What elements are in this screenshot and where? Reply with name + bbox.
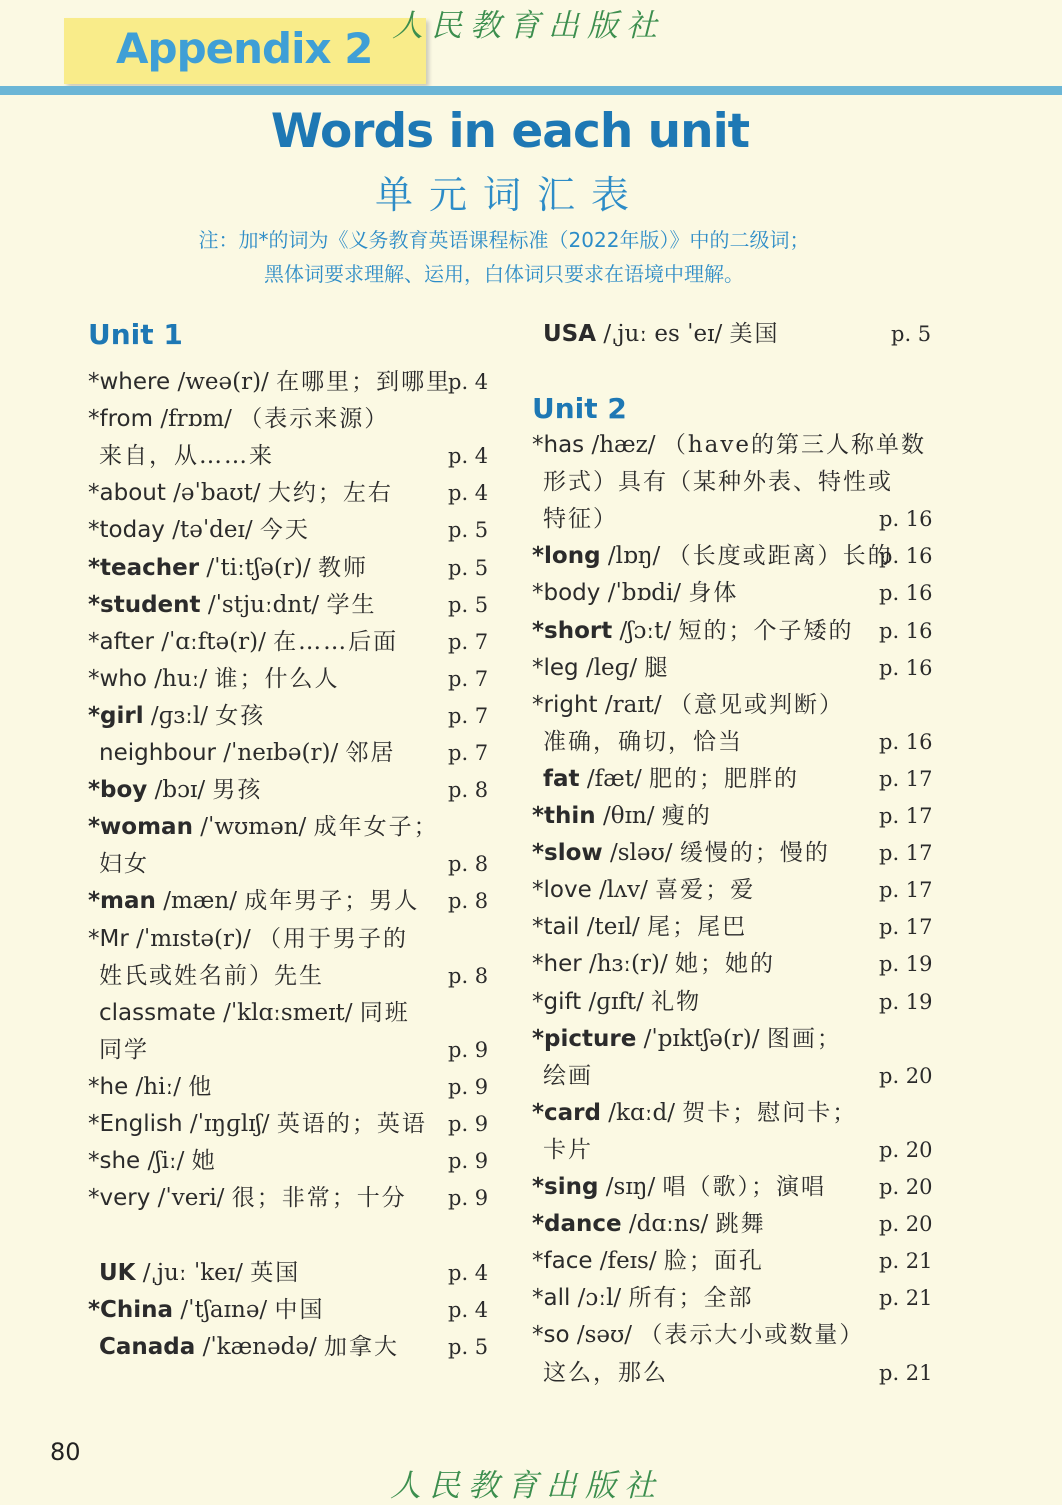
vocab-entry (543, 501, 618, 538)
vocab-word: classmate (99, 1000, 216, 1026)
vocab-meaning: 在……后面 (273, 629, 399, 655)
vocab-entry (532, 1280, 753, 1317)
vocab-entry (543, 724, 743, 761)
vocab-meaning: （表示来源） (239, 406, 390, 432)
vocab-entry (88, 475, 393, 512)
vocab-ipa: /leɡ/ (578, 655, 645, 681)
vocab-meaning: 在哪里；到哪里 (276, 369, 452, 395)
vocab-meaning: 教师 (317, 555, 368, 581)
vocab-meaning: 唱（歌）；演唱 (662, 1174, 827, 1200)
vocab-ipa: /ˈpɪktʃə(r)/ (636, 1026, 767, 1052)
vocab-ipa: /hiː/ (128, 1074, 189, 1100)
vocab-ipa: /ɔːl/ (570, 1285, 629, 1311)
vocab-meaning: 邻居 (345, 740, 396, 766)
page-subtitle: 单元词汇表 (374, 173, 645, 217)
vocab-word: USA (543, 321, 597, 347)
vocab-word: *tail (532, 914, 580, 940)
vocab-word: *Mr (88, 926, 129, 952)
vocab-meaning: 她 (191, 1148, 217, 1174)
vocab-ipa: /əˈbaʊt/ (165, 480, 268, 506)
page-reference: p. 20 (879, 1212, 933, 1236)
page-reference: p. 9 (448, 1112, 489, 1136)
vocab-meaning: （意见或判断） (668, 692, 844, 718)
page-reference: p. 16 (879, 619, 933, 643)
vocab-word: *who (88, 666, 147, 692)
vocab-word: *short (532, 618, 613, 644)
vocab-ipa: /ˈtiːtʃə(r)/ (199, 555, 318, 581)
appendix-label: Appendix 2 (116, 24, 373, 73)
vocab-meaning: （表示大小或数量） (639, 1322, 865, 1348)
vocab-entry (532, 1317, 864, 1354)
page-reference: p. 21 (879, 1286, 933, 1310)
vocab-ipa: /sləʊ/ (602, 840, 680, 866)
vocab-meaning: 英语的；英语 (276, 1111, 427, 1137)
page-reference: p. 21 (879, 1249, 933, 1273)
vocab-word: *China (88, 1297, 174, 1323)
vocab-entry (543, 464, 893, 501)
proper-noun-entry (88, 1292, 325, 1329)
vocab-ipa: /ˈmɪstə(r)/ (128, 926, 259, 952)
vocab-meaning: 很；非常；十分 (231, 1185, 407, 1211)
vocab-meaning: 姓氏或姓名前）先生 (99, 963, 324, 989)
vocab-word: *teacher (88, 555, 200, 581)
vocab-entry (543, 1355, 668, 1392)
vocab-word: *man (88, 888, 156, 914)
vocab-word: *she (88, 1148, 141, 1174)
vocab-meaning: 这么，那么 (543, 1360, 668, 1386)
vocab-ipa: /ˈneɪbə(r)/ (216, 740, 346, 766)
vocab-meaning: 脸；面孔 (663, 1248, 764, 1274)
page-reference: p. 9 (448, 1149, 489, 1173)
vocab-entry (88, 698, 265, 735)
vocab-ipa: /ˈɪŋɡlɪʃ/ (182, 1111, 277, 1137)
vocab-entry (532, 1021, 842, 1058)
vocab-entry (532, 650, 669, 687)
vocab-ipa: /təˈdeɪ/ (164, 517, 260, 543)
page-reference: p. 7 (448, 704, 489, 728)
page-reference: p. 8 (448, 852, 489, 876)
page-reference: p. 4 (448, 481, 489, 505)
vocab-entry (99, 958, 324, 995)
page-reference: p. 9 (448, 1075, 489, 1099)
vocab-word: *her (532, 951, 582, 977)
vocab-meaning: 成年男子；男人 (244, 888, 420, 914)
vocab-ipa: /weə(r)/ (170, 369, 277, 395)
vocab-meaning: 成年女子； (313, 814, 439, 840)
vocab-meaning: 图画； (766, 1026, 842, 1052)
vocab-entry (532, 984, 701, 1021)
vocab-ipa: /ˌjuː ˈkeɪ/ (135, 1260, 251, 1286)
vocab-entry (88, 1180, 407, 1217)
vocab-word: *leg (532, 655, 579, 681)
vocab-entry (88, 1143, 217, 1180)
vocab-ipa: /huː/ (146, 666, 215, 692)
vocab-meaning: 他 (188, 1074, 214, 1100)
vocab-entry (88, 661, 339, 698)
vocab-word: *thin (532, 803, 596, 829)
vocab-entry (88, 809, 439, 846)
page-reference: p. 16 (879, 581, 933, 605)
vocab-ipa: /teɪl/ (579, 914, 648, 940)
vocab-entry (532, 427, 926, 464)
vocab-meaning: 腿 (644, 655, 670, 681)
vocab-ipa: /θɪn/ (595, 803, 662, 829)
publisher-footer: 人民教育出版社 (390, 1468, 663, 1504)
vocab-entry (99, 735, 396, 772)
vocab-ipa: /ˌjuː es ˈeɪ/ (596, 321, 730, 347)
page-reference: p. 9 (448, 1186, 489, 1210)
vocab-ipa: /ˈbɒdi/ (600, 580, 689, 606)
vocab-word: Canada (99, 1334, 196, 1360)
page-reference: p. 5 (448, 593, 489, 617)
page-reference: p. 8 (448, 889, 489, 913)
page-reference: p. 5 (448, 1335, 489, 1359)
vocab-ipa: /ˈwʊmən/ (192, 814, 314, 840)
vocab-entry (532, 798, 712, 835)
vocab-meaning: 大约；左右 (267, 480, 393, 506)
vocab-word: *slow (532, 840, 603, 866)
vocab-word: *love (532, 877, 592, 903)
vocab-word: *so (532, 1322, 570, 1348)
vocab-entry (88, 512, 310, 549)
vocab-meaning: 瘦的 (661, 803, 712, 829)
vocab-word: UK (99, 1260, 136, 1286)
vocab-meaning: 喜爱；爱 (655, 877, 756, 903)
vocab-entry (88, 550, 368, 587)
vocab-entry (532, 687, 844, 724)
page-reference: p. 9 (448, 1038, 489, 1062)
vocab-word: *long (532, 543, 601, 569)
vocab-meaning: 跳舞 (715, 1211, 766, 1237)
vocab-meaning: 卡片 (543, 1137, 593, 1163)
vocab-word: *dance (532, 1211, 622, 1237)
vocab-word: *he (88, 1074, 129, 1100)
vocab-meaning: 英国 (250, 1260, 301, 1286)
vocab-ipa: /ˈɑːftə(r)/ (153, 629, 274, 655)
page-reference: p. 20 (879, 1138, 933, 1162)
vocab-entry (88, 364, 451, 401)
vocab-word: *has (532, 432, 585, 458)
vocab-word: *woman (88, 814, 193, 840)
header-rule (0, 86, 1062, 95)
vocab-word: *face (532, 1248, 593, 1274)
vocab-ipa: /ɡɪft/ (581, 989, 652, 1015)
vocab-word: *sing (532, 1174, 599, 1200)
page-reference: p. 16 (879, 544, 933, 568)
vocab-meaning: 同班 (359, 1000, 410, 1026)
vocab-meaning: 美国 (729, 321, 780, 347)
vocab-entry (543, 1132, 593, 1169)
page-reference: p. 5 (448, 518, 489, 542)
vocab-meaning: 同学 (99, 1037, 149, 1063)
page-reference: p. 17 (879, 804, 933, 828)
vocab-word: *today (88, 517, 165, 543)
page-reference: p. 8 (448, 778, 489, 802)
page-number: 80 (50, 1438, 81, 1466)
page-reference: p. 19 (879, 952, 933, 976)
page-reference: p. 8 (448, 964, 489, 988)
vocab-word: *English (88, 1111, 183, 1137)
vocab-entry (88, 1069, 213, 1106)
vocab-word: *very (88, 1185, 151, 1211)
vocab-ipa: /lɒŋ/ (600, 543, 668, 569)
page-reference: p. 20 (879, 1064, 933, 1088)
vocab-meaning: 绘画 (543, 1063, 593, 1089)
vocab-meaning: （长度或距离）长的 (667, 543, 893, 569)
vocab-word: *gift (532, 989, 582, 1015)
vocab-entry (532, 575, 738, 612)
vocab-entry (532, 1206, 766, 1243)
vocab-entry (99, 438, 274, 475)
page-reference: p. 7 (448, 741, 489, 765)
vocab-ipa: /raɪt/ (597, 692, 669, 718)
note-line-2: 黑体词要求理解、运用，白体词只要求在语境中理解。 (264, 262, 744, 286)
vocab-word: *all (532, 1285, 571, 1311)
vocab-ipa: /ˈveri/ (150, 1185, 232, 1211)
vocab-entry (88, 401, 389, 438)
page-reference: p. 16 (879, 507, 933, 531)
vocab-entry (532, 835, 830, 872)
vocab-word: *girl (88, 703, 144, 729)
vocab-ipa: /sɪŋ/ (598, 1174, 663, 1200)
vocab-entry (88, 1106, 427, 1143)
vocab-word: *card (532, 1100, 601, 1126)
vocab-meaning: 礼物 (651, 989, 702, 1015)
vocab-meaning: （用于男子的 (258, 926, 409, 952)
vocab-meaning: 所有；全部 (628, 1285, 754, 1311)
vocab-entry (88, 883, 419, 920)
vocab-word: fat (543, 766, 580, 792)
vocab-meaning: 加拿大 (324, 1334, 400, 1360)
vocab-entry (99, 995, 410, 1032)
vocab-meaning: 特征） (543, 506, 618, 532)
vocab-word: *student (88, 592, 201, 618)
page-reference: p. 17 (879, 841, 933, 865)
vocab-ipa: /hæz/ (584, 432, 663, 458)
page-reference: p. 16 (879, 730, 933, 754)
vocab-ipa: /ʃiː/ (140, 1148, 192, 1174)
vocab-ipa: /səʊ/ (569, 1322, 640, 1348)
publisher-header: 人民教育出版社 (392, 8, 665, 44)
vocab-meaning: 短的；个子矮的 (678, 618, 854, 644)
vocab-meaning: 男孩 (212, 777, 263, 803)
page-reference: p. 4 (448, 1261, 489, 1285)
note-line-1: 注：加*的词为《义务教育英语课程标准（2022年版）》中的二级词； (198, 228, 810, 252)
vocab-meaning: （have的第三人称单数 (662, 432, 926, 458)
page-reference: p. 19 (879, 990, 933, 1014)
vocab-meaning: 尾；尾巴 (647, 914, 748, 940)
page-reference: p. 7 (448, 667, 489, 691)
unit-2-heading: Unit 2 (532, 392, 627, 425)
vocab-entry (532, 909, 747, 946)
vocab-ipa: /ˈtʃaɪnə/ (173, 1297, 275, 1323)
vocab-meaning: 妇女 (99, 851, 149, 877)
vocab-ipa: /fæt/ (579, 766, 650, 792)
vocab-meaning: 女孩 (215, 703, 266, 729)
vocab-ipa: /frɒm/ (153, 406, 240, 432)
page-reference: p. 4 (448, 370, 489, 394)
vocab-entry (99, 1032, 149, 1069)
vocab-ipa: /ˈstjuːdnt/ (200, 592, 327, 618)
vocab-meaning: 中国 (274, 1297, 325, 1323)
vocab-ipa: /ɡɜːl/ (143, 703, 216, 729)
page-reference: p. 17 (879, 915, 933, 939)
vocab-word: *boy (88, 777, 148, 803)
vocab-entry (532, 1095, 857, 1132)
page-reference: p. 21 (879, 1361, 933, 1385)
page-reference: p. 5 (891, 322, 932, 346)
page-reference: p. 7 (448, 630, 489, 654)
vocab-ipa: /bɔɪ/ (147, 777, 213, 803)
vocab-ipa: /ʃɔːt/ (612, 618, 679, 644)
proper-noun-entry (99, 1329, 399, 1366)
proper-noun-entry (99, 1255, 300, 1292)
page-reference: p. 20 (879, 1175, 933, 1199)
vocab-meaning: 学生 (326, 592, 377, 618)
vocab-ipa: /kɑːd/ (601, 1100, 683, 1126)
vocab-entry (88, 587, 377, 624)
unit-1-heading: Unit 1 (88, 318, 183, 351)
vocab-entry (99, 846, 149, 883)
page-reference: p. 4 (448, 1298, 489, 1322)
vocab-ipa: /mæn/ (155, 888, 245, 914)
proper-noun-entry (543, 316, 780, 353)
page-reference: p. 17 (879, 767, 933, 791)
vocab-entry (88, 772, 262, 809)
vocab-meaning: 谁；什么人 (214, 666, 340, 692)
vocab-entry (532, 946, 775, 983)
vocab-entry (532, 872, 755, 909)
vocab-word: *after (88, 629, 154, 655)
page-reference: p. 16 (879, 656, 933, 680)
vocab-entry (88, 921, 408, 958)
vocab-ipa: /ˈkænədə/ (195, 1334, 325, 1360)
vocab-word: *right (532, 692, 598, 718)
vocab-word: neighbour (99, 740, 216, 766)
vocab-entry (532, 1243, 764, 1280)
vocab-entry (543, 761, 799, 798)
vocab-entry (543, 1058, 593, 1095)
vocab-entry (532, 613, 853, 650)
vocab-meaning: 形式）具有（某种外表、特性或 (543, 469, 893, 495)
vocab-ipa: /ˈklɑːsmeɪt/ (215, 1000, 360, 1026)
vocab-word: *where (88, 369, 171, 395)
vocab-meaning: 来自，从……来 (99, 443, 274, 469)
vocab-meaning: 贺卡；慰问卡； (682, 1100, 858, 1126)
vocab-word: *body (532, 580, 601, 606)
page-title: Words in each unit (270, 104, 750, 159)
vocab-entry (532, 1169, 826, 1206)
vocab-word: *from (88, 406, 154, 432)
vocab-meaning: 身体 (688, 580, 739, 606)
vocab-entry (88, 624, 398, 661)
page-reference: p. 5 (448, 556, 489, 580)
vocab-ipa: /dɑːns/ (621, 1211, 716, 1237)
page-reference: p. 17 (879, 878, 933, 902)
vocab-ipa: /feɪs/ (592, 1248, 664, 1274)
vocab-word: *about (88, 480, 166, 506)
vocab-meaning: 肥的；肥胖的 (649, 766, 800, 792)
vocab-ipa: /hɜː(r)/ (581, 951, 676, 977)
vocab-entry (532, 538, 893, 575)
vocab-ipa: /lʌv/ (591, 877, 656, 903)
vocab-meaning: 今天 (259, 517, 310, 543)
vocab-word: *picture (532, 1026, 637, 1052)
vocab-meaning: 她；她的 (675, 951, 776, 977)
vocab-meaning: 准确，确切，恰当 (543, 729, 743, 755)
vocab-meaning: 缓慢的；慢的 (679, 840, 830, 866)
page-reference: p. 4 (448, 444, 489, 468)
